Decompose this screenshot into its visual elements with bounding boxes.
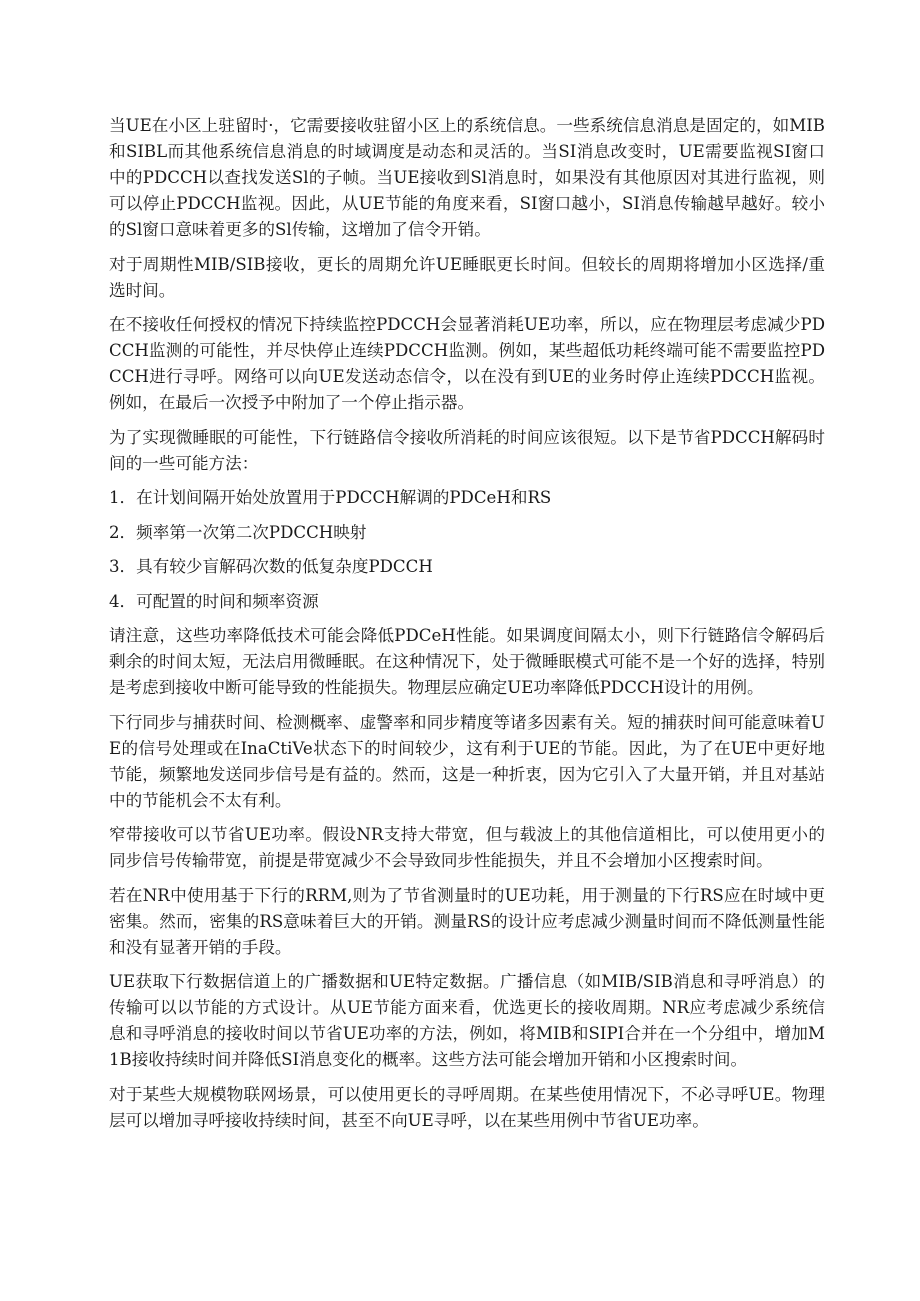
document-body — [109, 113, 825, 1142]
paragraph-mib-sib-period: 对于周期性MIB/SIB接收，更长的周期允许UE睡眠更长时间。但较长的周期将增加小区选择/重选时间。 — [109, 254, 825, 300]
paragraph-narrowband: 窄带接收可以节省UE功率。假设NR支持大带宽，但与载波上的其他信道相比，可以使用更小的同步信号传输带宽，前提是带宽减少不会导致同步性能损失，并且不会增加小区搜索时间。 — [109, 825, 825, 870]
paragraph-downlink-sync: 下行同步与捕获时间、检测概率、虚警率和同步精度等诸多因素有关。短的捕获时间可能意味着UE的信号处理或在InaCtiVe状态下的时间较少，这有利于UE的节能。因此，为了在UE中更好地节能，频繁地发送同步信号是有益的。然而，这是一种折衷，因为它引入了大量开销，并且对基站中的节能机会不太有利。 — [109, 712, 825, 810]
paragraph-system-info: 当UE在小区上驻留时·，它需要接收驻留小区上的系统信息。一些系统信息消息是固定的，如MIB和SIBL而其他系统信息消息的时域调度是动态和灵活的。当SI消息改变时，UE需要监视SI窗口中的PDCCH以查找发送Sl的子帧。当UE接收到Sl消息时，如果没有其他原因对其进行监视，则可以停止PDCCH监视。因此，从UE节能的角度来看，SI窗口越小，SI消息传输越早越好。较小的Sl窗口意味着更多的Sl传输，这增加了信令开销。 — [109, 116, 825, 239]
list-item-4: 4．可配置的时间和频率资源 — [109, 591, 319, 611]
paragraph-pdcch-monitoring: 在不接收任何授权的情况下持续监控PDCCH会显著消耗UE功率，所以，应在物理层考虑减少PDCCH监测的可能性，并尽快停止连续PDCCH监测。例如，某些超低功耗终端可能不需要监控PDCCH进行寻呼。网络可以向UE发送动态信令，以在没有到UE的业务时停止连续PDCCH监视。例如，在最后一次授予中附加了一个停止指示器。 — [109, 315, 825, 412]
paragraph-iot-paging: 对于某些大规模物联网场景，可以使用更长的寻呼周期。在某些使用情况下，不必寻呼UE。物理层可以增加寻呼接收持续时间，甚至不向UE寻呼，以在某些用例中节省UE功率。 — [109, 1084, 825, 1130]
list-item-2: 2．频率第一次第二次PDCCH映射 — [109, 522, 367, 542]
paragraph-broadcast-data: UE获取下行数据信道上的广播数据和UE特定数据。广播信息（如MIB/SIB消息和寻呼消息）的传输可以以节能的方式设计。从UE节能方面来看，优选更长的接收周期。NR应考虑减少系统信息和寻呼消息的接收时间以节省UE功率的方法，例如，将MIB和SIPI合并在一个分组中，增加M1B接收持续时间并降低SI消息变化的概率。这些方法可能会增加开销和小区搜索时间。 — [109, 972, 825, 1069]
list-item-3: 3．具有较少盲解码次数的低复杂度PDCCH — [109, 557, 433, 576]
list-item-1: 1．在计划间隔开始处放置用于PDCCH解调的PDCeH和RS — [109, 488, 552, 507]
paragraph-rrm: 若在NR中使用基于下行的RRM,则为了节省测量时的UE功耗，用于测量的下行RS应在时域中更密集。然而，密集的RS意味着巨大的开销。测量RS的设计应考虑减少测量时间而不降低测量性能和没有显著开销的手段。 — [109, 885, 825, 957]
paragraph-micro-sleep: 为了实现微睡眠的可能性，下行链路信令接收所消耗的时间应该很短。以下是节省PDCCH解码时间的一些可能方法： — [109, 427, 825, 473]
paragraph-power-reduction-note: 请注意，这些功率降低技术可能会降低PDCeH性能。如果调度间隔太小，则下行链路信令解码后剩余的时间太短，无法启用微睡眠。在这种情况下，处于微睡眠模式可能不是一个好的选择，特别是考虑到接收中断可能导致的性能损失。物理层应确定UE功率降低PDCCH设计的用例。 — [109, 626, 825, 697]
